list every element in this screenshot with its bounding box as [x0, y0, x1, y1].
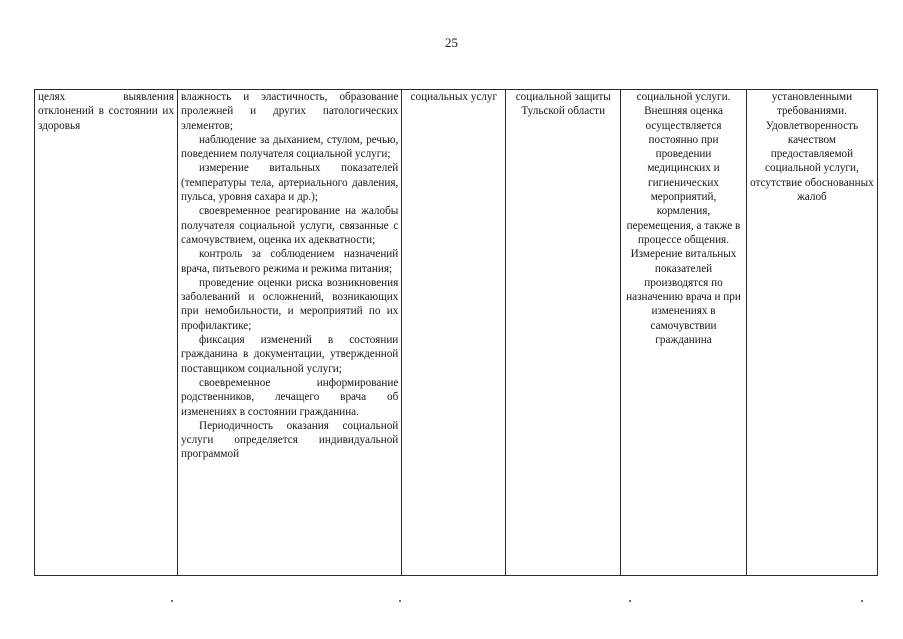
content-paragraph: наблюдение за дыханием, стулом, речью, поведением получателя социальной услуги; — [181, 133, 399, 161]
cell-service-quality: установленными требованиями. Удовлетворенность качеством предоставляемой социальной услуги, отсутствие обоснованных жалоб — [746, 90, 877, 576]
content-paragraph: своевременное реагирование на жалобы получателя социальной услуги, связанные с самочувствием, оценка их адекватности; — [181, 205, 399, 246]
content-paragraph: проведение оценки риска возникновения заболеваний и осложнений, возникающих при немобильности, и мероприятий по их профилактике; — [181, 276, 399, 332]
content-paragraph: Периодичность оказания социальной услуги определяется индивидуальной программой — [181, 419, 399, 461]
table-row — [35, 90, 878, 576]
scan-speck — [399, 600, 401, 602]
content-paragraph: фиксация изменений в состоянии гражданина в документации, утвержденной поставщиком социальной услуги; — [181, 334, 399, 375]
cell-service-purpose: целях выявления отклонений в состоянии их здоровья — [35, 90, 178, 576]
content-paragraph: контроль за соблюдением назначений врача, питьевого режима и режима питания; — [181, 248, 399, 275]
cell-service-content — [178, 90, 402, 576]
services-table — [34, 89, 878, 576]
content-paragraph: влажность и эластичность, образование пролежней и других патологических элементов; — [181, 91, 399, 132]
page-number: 25 — [445, 35, 458, 50]
content-paragraph: измерение витальных показателей (температуры тела, артериального давления, пульса, уровня сахара и др.); — [181, 162, 399, 204]
cell-service-standard: социальной защиты Тульской области — [506, 90, 621, 576]
scan-speck — [171, 600, 173, 602]
cell-service-conditions: социальной услуги. Внешняя оценка осуществляется постоянно при проведении медицинских и гигиенических мероприятий, кормления, перемещения, а также в процессе общения. Измерение витальных показателей производятся по назначению врача и при изменениях в самочувствии гражданина — [621, 90, 747, 576]
scan-speck — [629, 600, 631, 602]
scan-speck — [861, 600, 863, 602]
cell-service-term: социальных услуг — [402, 90, 506, 576]
content-paragraph: своевременное информирование родственников, лечащего врача об изменениях в состоянии гражданина. — [181, 376, 399, 418]
